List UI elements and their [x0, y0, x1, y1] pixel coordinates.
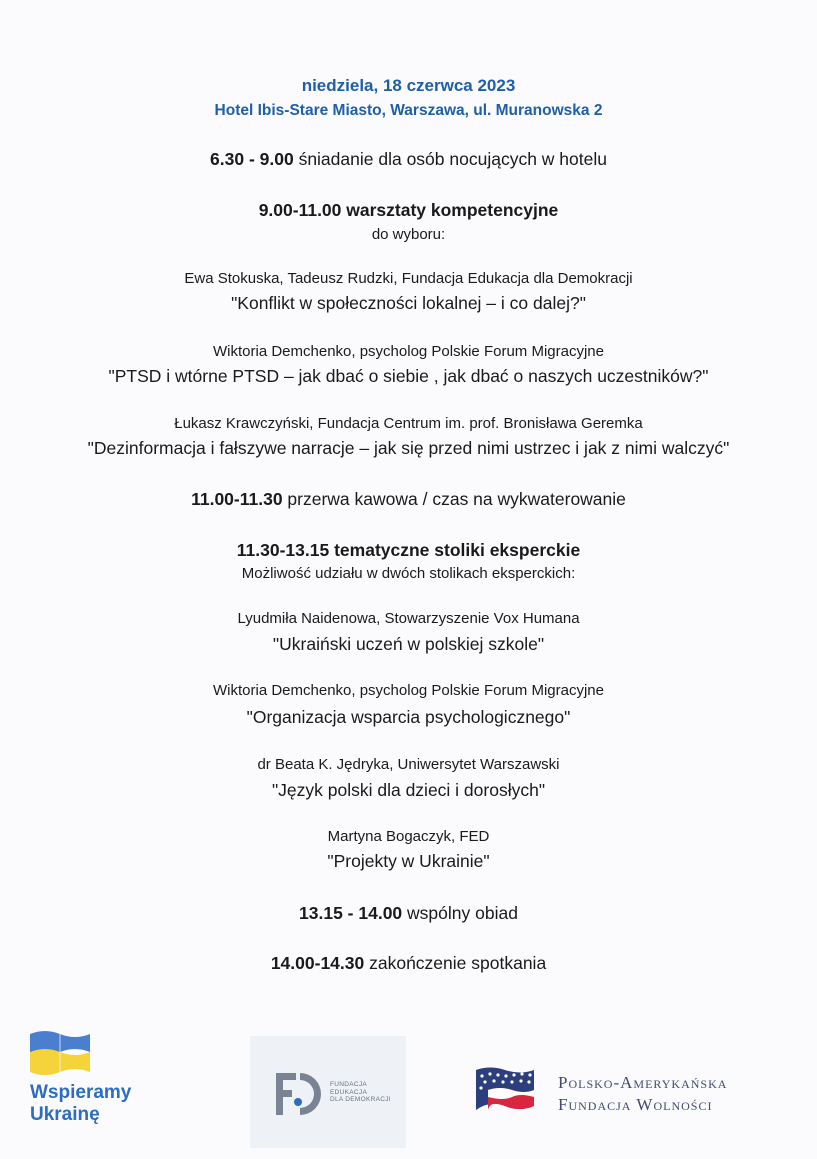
tables-time-title: 11.30-13.15 tematyczne stoliki eksperckie — [236, 540, 581, 560]
fed-line3: DLA DEMOKRACJI — [330, 1096, 391, 1103]
table-title: "Język polski dla dzieci i dorosłych" — [271, 780, 546, 800]
workshop-speaker: Łukasz Krawczyński, Fundacja Centrum im. prof. Bronisława Geremka — [174, 415, 643, 432]
support-ukraine-logo — [30, 1030, 170, 1130]
table-speaker: dr Beata K. Jędryka, Uniwersytet Warszawski — [257, 756, 560, 773]
table-title: "Organizacja wsparcia psychologicznego" — [246, 707, 571, 727]
paf-text — [558, 1072, 727, 1116]
fed-text — [330, 1081, 391, 1104]
workshops-time-title: 9.00-11.00 warsztaty kompetencyjne — [258, 200, 559, 220]
workshop-speaker: Wiktoria Demchenko, psycholog Polskie Forum Migracyjne — [213, 343, 604, 360]
paf-logo — [474, 1066, 774, 1120]
workshop-title: "PTSD i wtórne PTSD – jak dbać o siebie , jak dbać o naszych uczestników?" — [108, 366, 709, 386]
workshop-speaker: Ewa Stokuska, Tadeusz Rudzki, Fundacja Edukacja dla Demokracji — [184, 270, 633, 287]
workshops-note: do wyboru: — [371, 226, 446, 243]
tables-heading — [0, 540, 817, 561]
fed-logo — [250, 1036, 406, 1148]
schedule-closing — [0, 953, 817, 974]
fed-mark-icon — [276, 1073, 324, 1115]
event-date: niedziela, 18 czerwca 2023 — [301, 76, 516, 95]
paf-line1: Polsko-Amerykańska — [558, 1073, 728, 1092]
fed-line2: EDUKACJA — [330, 1088, 368, 1096]
lunch-time: 13.15 - 14.00 — [299, 903, 403, 923]
workshop-title: "Dezinformacja i fałszywe narracje – jak się przed nimi ustrzec i jak z nimi walczyć" — [87, 438, 730, 458]
table-speaker: Wiktoria Demchenko, psycholog Polskie Forum Migracyjne — [213, 682, 604, 699]
schedule-coffee — [0, 489, 817, 510]
breakfast-time: 6.30 - 9.00 — [210, 149, 294, 169]
schedule-lunch — [0, 903, 817, 924]
support-ukraine-text — [30, 1082, 131, 1126]
breakfast-text: śniadanie dla osób nocujących w hotelu — [293, 149, 607, 169]
coffee-text: przerwa kawowa / czas na wykwaterowanie — [282, 489, 626, 509]
support-ukraine-line2: Ukrainę — [30, 1104, 100, 1125]
schedule-breakfast — [0, 149, 817, 170]
workshop-title: "Konflikt w społeczności lokalnej – i co dalej?" — [231, 293, 586, 313]
paf-flag-icon — [474, 1066, 536, 1118]
event-venue: Hotel Ibis-Stare Miasto, Warszawa, ul. Muranowska 2 — [214, 102, 603, 119]
support-ukraine-line1: Wspieramy — [30, 1082, 132, 1103]
ukraine-flag-icon — [30, 1030, 90, 1076]
table-speaker: Martyna Bogaczyk, FED — [327, 828, 490, 845]
tables-note: Możliwość udziału w dwóch stolikach eksperckich: — [241, 565, 576, 582]
table-title: "Ukraiński uczeń w polskiej szkole" — [272, 634, 545, 654]
coffee-time: 11.00-11.30 — [191, 489, 283, 509]
workshops-heading — [0, 200, 817, 221]
table-speaker: Lyudmiła Naidenowa, Stowarzyszenie Vox Humana — [237, 610, 580, 627]
fed-line1: FUNDACJA — [330, 1081, 368, 1088]
closing-time: 14.00-14.30 — [270, 953, 365, 973]
closing-text: zakończenie spotkania — [364, 953, 547, 973]
table-title: "Projekty w Ukrainie" — [327, 851, 490, 871]
lunch-text: wspólny obiad — [402, 903, 518, 923]
paf-line2: Fundacja Wolności — [558, 1095, 713, 1114]
